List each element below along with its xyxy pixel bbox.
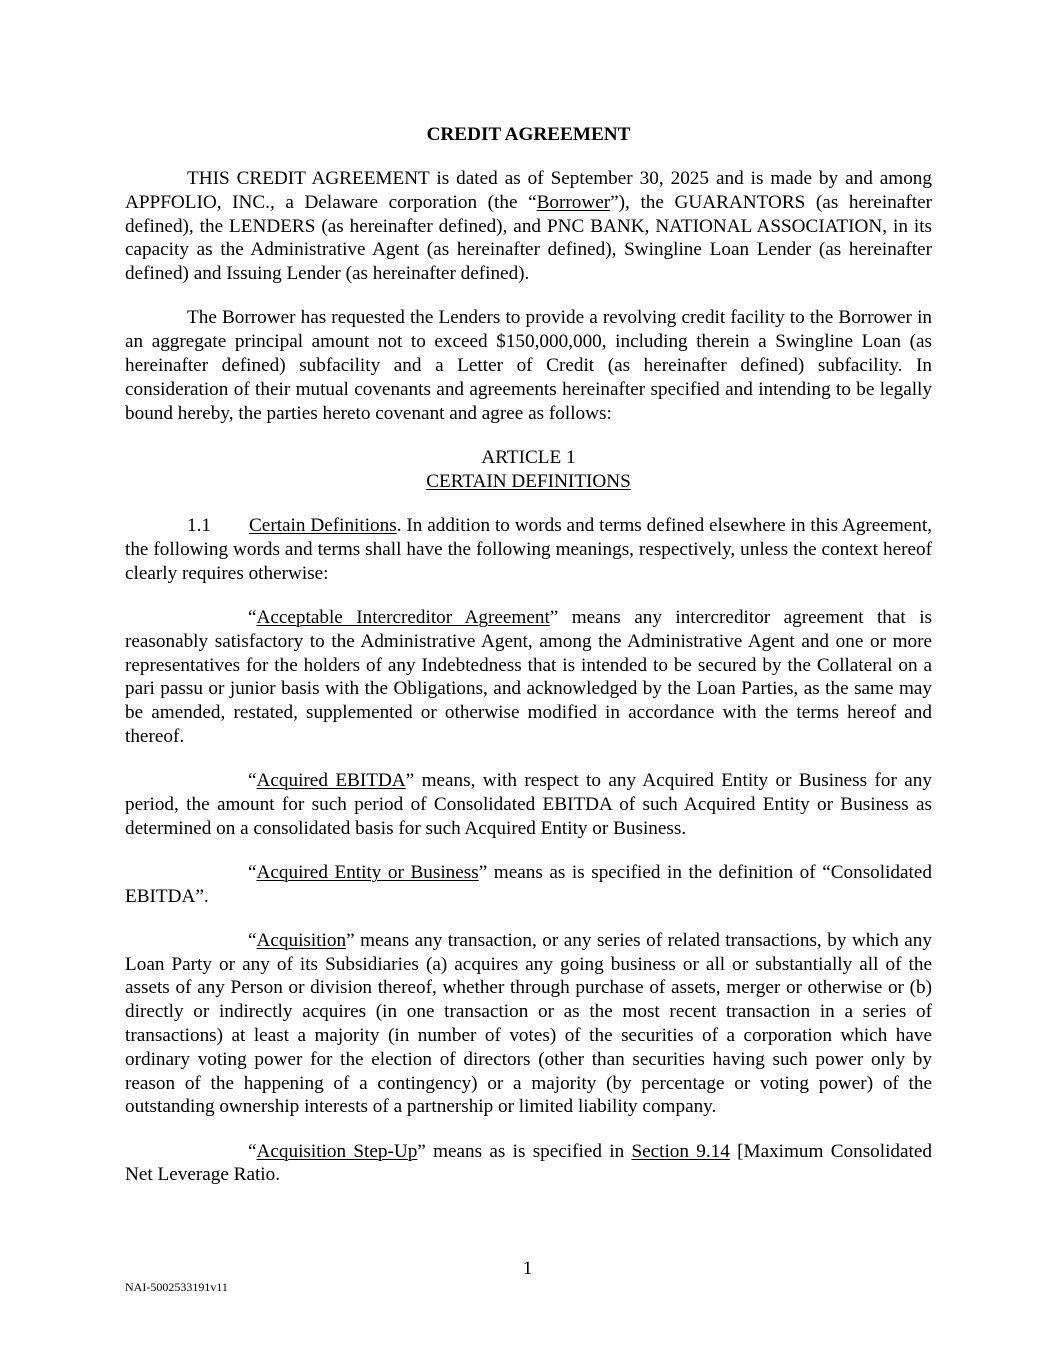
- definition-text-cont: [Maximum Consolidated Net Leverage Ratio.: [125, 1140, 932, 1186]
- document-page: [125, 123, 932, 1208]
- article-title: CERTAIN DEFINITIONS: [426, 470, 631, 492]
- preamble-paragraph: [125, 167, 932, 286]
- definition-paragraph: [125, 929, 932, 1119]
- page-number: 1: [522, 1258, 533, 1279]
- open-quote: “: [248, 606, 257, 628]
- section-1-1-paragraph: [125, 514, 932, 585]
- open-quote: “: [248, 861, 257, 883]
- definition-paragraph: [125, 861, 932, 909]
- section-text: . In addition to words and terms defined elsewhere in this Agreement, the following words and terms shall have the following meanings, respectively, unless the context hereof clearly requires otherwise:: [125, 515, 932, 584]
- definition-term: Acquisition: [256, 929, 347, 951]
- definition-text: ” means as is specified in the definition of “Consolidated EBITDA”.: [125, 861, 932, 907]
- open-quote: “: [248, 1140, 257, 1162]
- definition-text: ” means any intercreditor agreement that is reasonably satisfactory to the Administrative Agent, among the Administrative Agent and one or more representatives for the holders of any Indebtedness that is intended to be secured by the Collateral on a pari passu or junior basis with the Obligations, and acknowledged by the Loan Parties, as the same may be amended, restated, supplemented or otherwise modified in accordance with the terms hereof and thereof.: [125, 606, 932, 747]
- open-quote: “: [248, 929, 257, 951]
- definition-paragraph: [125, 606, 932, 749]
- definition-text: ” means any transaction, or any series of related transactions, by which any Loan Party or any of its Subsidiaries (a) acquires any going business or all or substantially all of the assets of any Person or division thereof, whether through purchase of assets, merger or otherwise or (b) directly or indirectly acquires (in one transaction or as the most recent transaction in a series of transactions) at least a majority (in number of votes) of the securities of a corporation which have ordinary voting power for the election of directors (other than securities having such power only by reason of the happening of a contingency) or a majority (by percentage or voting power) of the outstanding ownership interests of a partnership or limited liability company.: [125, 929, 932, 1118]
- section-cross-reference: Section 9.14: [631, 1140, 730, 1162]
- definition-text: ” means, with respect to any Acquired Entity or Business for any period, the amount for such period of Consolidated EBITDA of such Acquired Entity or Business as determined on a consolidated basis for such Acquired Entity or Business.: [125, 770, 932, 839]
- definition-paragraph: [125, 1140, 932, 1188]
- article-heading: [125, 446, 932, 494]
- preamble-text-b: ”), the GUARANTORS (as hereinafter defined), the LENDERS (as hereinafter defined), and PNC BANK, NATIONAL ASSOCIATION, in its capacity as the Administrative Agent (as hereinafter defined), Swingline Loan Lender (as hereinafter defined) and Issuing Lender (as hereinafter defined).: [125, 191, 932, 285]
- definition-text: ” means as is specified in: [417, 1140, 632, 1162]
- open-quote: “: [248, 770, 257, 792]
- definition-term: Acceptable Intercreditor Agreement: [256, 606, 550, 628]
- definition-term: Acquired Entity or Business: [256, 861, 479, 883]
- document-id: NAI-5002533191v11: [125, 1280, 228, 1294]
- definition-term: Acquisition Step-Up: [256, 1140, 418, 1162]
- defined-term-borrower: Borrower: [536, 191, 611, 213]
- article-number: ARTICLE 1: [481, 446, 576, 468]
- preamble-text-a: THIS CREDIT AGREEMENT is dated as of September 30, 2025 and is made by and among APPFOLIO, INC., a Delaware corporation (the “: [125, 168, 932, 213]
- document-title: CREDIT AGREEMENT: [426, 124, 631, 145]
- definition-term: Acquired EBITDA: [256, 770, 406, 792]
- recital-paragraph: The Borrower has requested the Lenders to provide a revolving credit facility to the Borrower in an aggregate principal amount not to exceed $150,000,000, including therein a Swingline Loan (as hereinafter defined) subfacility and a Letter of Credit (as hereinafter defined) subfacility. In consideration of their mutual covenants and agreements hereinafter specified and intending to be legally bound hereby, the parties hereto covenant and agree as follows:: [125, 307, 932, 424]
- definition-paragraph: [125, 769, 932, 840]
- section-number: 1.1: [187, 515, 211, 537]
- section-heading: Certain Definitions: [249, 515, 397, 537]
